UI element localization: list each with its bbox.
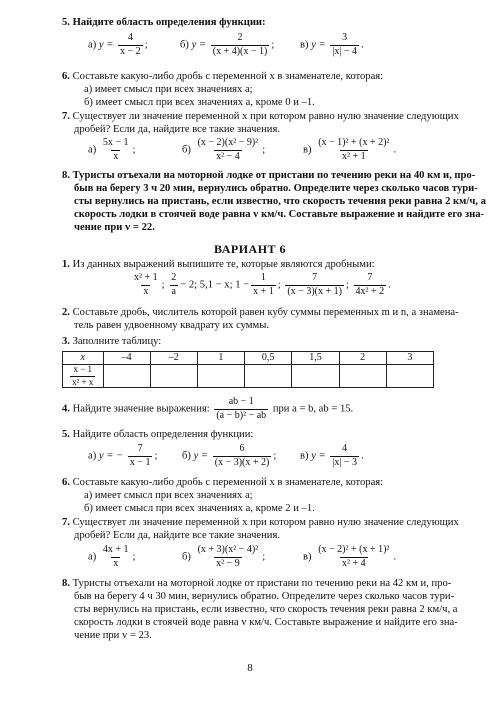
table-cell: 1 — [197, 352, 244, 365]
task-8-line-5: чение при v = 22. — [74, 222, 155, 233]
task-7-option-c: в) $\frac{\text{(x − 1)² + (x + 2)²}}{\text{x² + 1}}$ . — [303, 137, 397, 162]
task-6-option-a: а) имеет смысл при всех значениях a; — [84, 84, 253, 95]
task-7-option-a: а) $\frac{5x - 1}{x}$ ; — [88, 137, 136, 162]
v6-task-7-option-c: в) $\frac{\text{(x − 2)² + (x + 1)²}}{\text{x² + 4}}$ . — [303, 544, 397, 569]
v6-task-5-heading: 5. Найдите область определения функции: — [62, 429, 254, 440]
v6-task-2-line-1: 2. Составьте дробь, числитель которой равен кубу суммы переменных m и n, а знамена- — [62, 307, 459, 318]
v6-task-5-option-c: в) y = $\frac{4}{|x| - 3}$ . — [300, 443, 364, 468]
table-cell-empty[interactable] — [386, 365, 433, 388]
values-table — [62, 351, 434, 388]
task-5-heading: 5. Найдите область определения функции: — [62, 17, 266, 28]
task-5-option-b: б) y = $\frac{2}{(x + 4)(x - 1)}$ ; — [180, 32, 275, 57]
v6-task-7-option-b: б) $\frac{\text{(x + 3)(x² − 4)²}}{\text{x² − 9}}$ ; — [182, 544, 266, 569]
table-cell-empty[interactable] — [292, 365, 339, 388]
table-cell-empty[interactable] — [197, 365, 244, 388]
table-row-label: $\frac{x - 1}{\text{x² + x}}$ — [63, 365, 104, 388]
table-header-row — [63, 352, 434, 365]
v6-task-6-heading: 6. Составьте какую-либо дробь с переменной x в знаменателе, которая: — [62, 477, 384, 488]
table-cell-empty[interactable] — [244, 365, 291, 388]
v6-task-1-heading: 1. Из данных выражений выпишите те, которые являются дробными: — [62, 259, 375, 270]
task-8-line-2: быв на берегу 3 ч 20 мин, вернулись обратно. Определите через сколько часов тури- — [74, 183, 478, 194]
task-7-line-2: дробей? Если да, найдите все такие значения. — [74, 124, 280, 135]
v6-task-5-option-b: б) y = $\frac{6}{(x - 3)(x + 2)}$ ; — [182, 443, 277, 468]
v6-task-4: 4. Найдите значение выражения: $\frac{ab - 1}{\text{(a − b)² − ab}}$ при a = b, ab = 15. — [62, 396, 354, 421]
table-cell: 2 — [339, 352, 386, 365]
table-cell: 1,5 — [292, 352, 339, 365]
v6-task-8-line-4: скорость лодки в стоячей воде равна v км/ч. Составьте выражение и найдите его зна- — [74, 617, 458, 628]
v6-task-7-line-2: дробей? Если да, найдите все такие значения. — [74, 530, 280, 541]
page-number: 8 — [247, 662, 253, 674]
table-cell: 0,5 — [244, 352, 291, 365]
v6-task-8-line-1: 8. Туристы отъехали на моторной лодке от пристани по течению реки на 42 км и, про- — [62, 578, 452, 589]
table-cell-empty[interactable] — [339, 365, 386, 388]
v6-task-2-line-2: тель равен удвоенному квадрату их суммы. — [74, 320, 269, 331]
task-6-heading: 6. Составьте какую-либо дробь с переменной x в знаменателе, которая: — [62, 71, 384, 82]
table-cell: –4 — [103, 352, 150, 365]
table-cell: –2 — [150, 352, 197, 365]
table-row — [63, 365, 434, 388]
task-7-line-1: 7. Существует ли значение переменной x при котором равно нулю значение следующих — [62, 111, 459, 122]
v6-task-3-heading: 3. Заполните таблицу: — [62, 336, 162, 347]
task-8-line-3: сты вернулись на пристань, если известно, что скорость течения реки равна 2 км/ч, а — [74, 196, 486, 207]
table-cell: x — [63, 352, 104, 365]
v6-task-8-line-3: сты вернулись на пристань, если известно, что скорость течения реки равна 2 км/ч, а — [74, 604, 458, 615]
table-cell-empty[interactable] — [103, 365, 150, 388]
v6-task-7-line-1: 7. Существует ли значение переменной x при котором равно нулю значение следующих — [62, 517, 459, 528]
variant-title: ВАРИАНТ 6 — [213, 242, 287, 256]
v6-task-6-option-a: а) имеет смысл при всех значениях a; — [84, 490, 253, 501]
v6-task-8-line-5: чение при v = 23. — [74, 630, 152, 641]
task-6-option-b: б) имеет смысл при всех значениях a, кроме 0 и –1. — [84, 97, 315, 108]
task-8-line-4: скорость лодки в стоячей воде равна v км/ч. Составьте выражение и найдите его зна- — [74, 209, 485, 220]
v6-task-1-expressions: $\frac{\text{x² + 1}}{x}$ ; $\frac{2}{a}$ − 2; 5,1 − x; 1 − $\frac{1}{x + 1}$ ; $\frac{7}{(x - 3)(x + 1)}$ ; $\frac{7}{\text{4x² + 2}}$ . — [134, 272, 391, 297]
task-5-option-c: в) y = $\frac{3}{|x| - 4}$ . — [300, 32, 364, 57]
task-7-option-b: б) $\frac{\text{(x − 2)(x² − 9)²}}{\text{x² − 4}}$ ; — [182, 137, 266, 162]
v6-task-6-option-b: б) имеет смысл при всех значениях a, кроме 2 и –1. — [84, 503, 315, 514]
v6-task-8-line-2: быв на берегу 4 ч 30 мин, вернулись обратно. Определите через сколько часов тури- — [74, 591, 455, 602]
task-8-line-1: 8. Туристы отъехали на моторной лодке от пристани по течению реки на 40 км и, про- — [62, 170, 476, 181]
task-5-option-a: а) y = $\frac{4}{x - 2}$ ; — [88, 32, 148, 57]
table-cell-empty[interactable] — [150, 365, 197, 388]
v6-task-5-option-a: а) y = − $\frac{7}{x - 1}$ ; — [88, 443, 158, 468]
table-cell: 3 — [386, 352, 433, 365]
v6-task-7-option-a: а) $\frac{4x + 1}{x}$ ; — [88, 544, 136, 569]
